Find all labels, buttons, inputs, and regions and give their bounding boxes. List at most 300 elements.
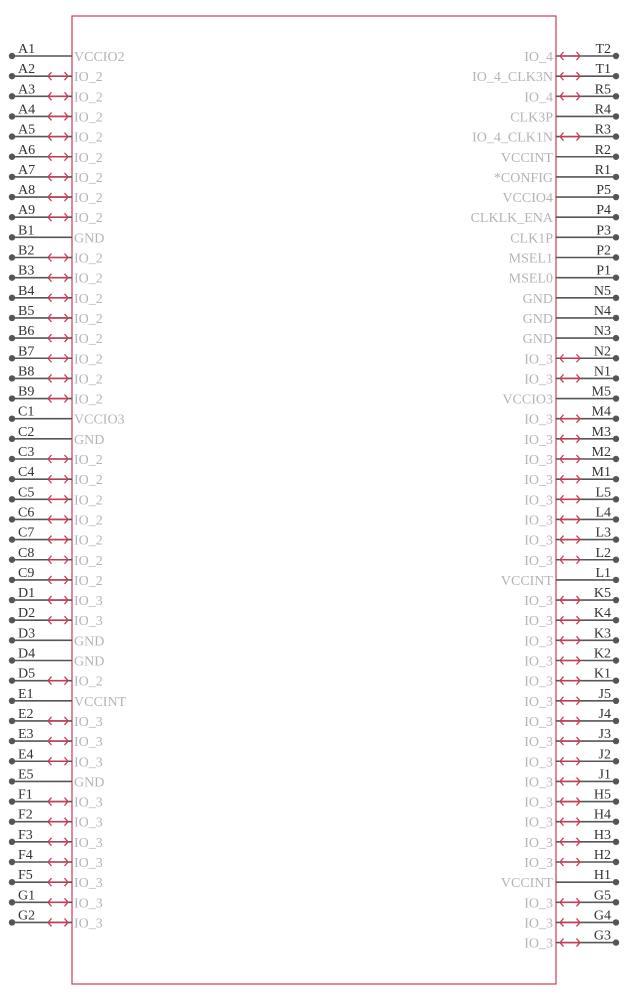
- pin-end-dot: [9, 839, 15, 845]
- pin-end-dot: [613, 657, 619, 663]
- pin-number: A8: [18, 183, 36, 199]
- pin-number: L5: [595, 485, 611, 501]
- pin-end-dot: [9, 395, 15, 401]
- bidirectional-arrow-icon: [48, 898, 68, 906]
- pin-end-dot: [613, 758, 619, 764]
- pin-name: IO_2: [74, 110, 103, 126]
- pin-number: E2: [18, 706, 34, 722]
- pin-end-dot: [613, 133, 619, 139]
- pin-number: J3: [598, 727, 611, 743]
- pin-number: B7: [18, 344, 35, 360]
- bidirectional-arrow-icon: [48, 818, 68, 826]
- pin-number: F2: [18, 807, 33, 823]
- pin-end-dot: [9, 113, 15, 119]
- pin-number: R1: [594, 162, 611, 178]
- pin-name: MSEL1: [508, 251, 553, 267]
- pin-name: IO_3: [524, 654, 553, 670]
- pin-end-dot: [9, 819, 15, 825]
- pin-name: IO_3: [524, 916, 553, 932]
- pin-number: N4: [593, 303, 611, 319]
- pin-end-dot: [9, 355, 15, 361]
- pin-end-dot: [613, 879, 619, 885]
- pin-end-dot: [613, 375, 619, 381]
- pin-end-dot: [613, 939, 619, 945]
- pin-end-dot: [9, 919, 15, 925]
- pin-number: R2: [594, 142, 611, 158]
- pin-name: VCCIO3: [502, 392, 553, 408]
- pin-name: IO_3: [74, 876, 103, 892]
- pin-end-dot: [613, 416, 619, 422]
- pin-number: N1: [593, 364, 611, 380]
- pin-number: G4: [593, 908, 611, 924]
- pin-end-dot: [9, 476, 15, 482]
- bidirectional-arrow-icon: [48, 596, 68, 604]
- pin-name: IO_2: [74, 553, 103, 569]
- pin-number: H5: [593, 787, 611, 803]
- bidirectional-arrow-icon: [48, 334, 68, 342]
- pin-number: M5: [591, 384, 611, 400]
- bidirectional-arrow-icon: [560, 495, 580, 503]
- pin-end-dot: [9, 738, 15, 744]
- pin-name: GND: [74, 654, 105, 670]
- pin-end-dot: [613, 577, 619, 583]
- bidirectional-arrow-icon: [48, 757, 68, 765]
- pin-number: C3: [18, 445, 35, 460]
- bidirectional-arrow-icon: [560, 657, 580, 665]
- pin-number: A1: [18, 42, 36, 57]
- pin-name: IO_2: [74, 453, 103, 468]
- pin-end-dot: [9, 274, 15, 280]
- pin-end-dot: [613, 919, 619, 925]
- pin-name: CLKLK_ENA: [470, 211, 553, 227]
- pin-name: IO_3: [524, 634, 553, 650]
- bidirectional-arrow-icon: [560, 858, 580, 866]
- pin-name: IO_3: [74, 856, 103, 871]
- bidirectional-arrow-icon: [560, 918, 580, 926]
- pin-name: GND: [74, 634, 105, 650]
- pin-end-dot: [613, 859, 619, 865]
- pin-name: IO_3: [524, 614, 553, 630]
- pin-number: A7: [18, 162, 36, 178]
- bidirectional-arrow-icon: [48, 374, 68, 382]
- pin-name: IO_3: [524, 473, 553, 489]
- bidirectional-arrow-icon: [48, 193, 68, 201]
- bidirectional-arrow-icon: [560, 455, 580, 463]
- pin-end-dot: [613, 677, 619, 683]
- pin-end-dot: [613, 778, 619, 784]
- pin-name: IO_4: [524, 50, 553, 65]
- bidirectional-arrow-icon: [48, 274, 68, 282]
- pin-name: IO_2: [74, 251, 103, 267]
- pin-name: IO_3: [524, 815, 553, 831]
- bidirectional-arrow-icon: [48, 112, 68, 120]
- pin-end-dot: [9, 335, 15, 341]
- bidirectional-arrow-icon: [48, 838, 68, 846]
- pin-number: H3: [593, 827, 611, 843]
- pin-end-dot: [9, 637, 15, 643]
- bidirectional-arrow-icon: [48, 294, 68, 302]
- pin-name: IO_3: [524, 553, 553, 569]
- pin-name: IO_3: [524, 835, 553, 851]
- bidirectional-arrow-icon: [560, 435, 580, 443]
- pin-name: IO_3: [524, 896, 553, 912]
- pin-name: IO_2: [74, 271, 103, 287]
- bidirectional-arrow-icon: [48, 798, 68, 806]
- bidirectional-arrow-icon: [48, 616, 68, 624]
- pin-number: K1: [593, 666, 611, 682]
- pin-end-dot: [613, 295, 619, 301]
- pin-name: IO_4_CLK1N: [472, 130, 553, 146]
- pin-number: P1: [596, 263, 611, 279]
- pin-end-dot: [9, 93, 15, 99]
- pin-end-dot: [9, 295, 15, 301]
- pin-number: E3: [18, 727, 34, 743]
- right-pin-group: [471, 42, 620, 952]
- bidirectional-arrow-icon: [560, 677, 580, 685]
- bidirectional-arrow-icon: [560, 737, 580, 745]
- pin-end-dot: [9, 416, 15, 422]
- pin-number: C8: [18, 545, 35, 561]
- pin-g3: [524, 929, 619, 952]
- pin-name: IO_3: [524, 432, 553, 448]
- pin-name: IO_3: [74, 916, 103, 932]
- pin-name: VCCINT: [500, 573, 553, 589]
- pin-number: J2: [598, 747, 611, 763]
- pin-number: C6: [18, 505, 35, 521]
- pin-end-dot: [613, 113, 619, 119]
- bidirectional-arrow-icon: [560, 374, 580, 382]
- pin-number: A9: [18, 203, 36, 219]
- pin-number: P2: [596, 243, 611, 259]
- pin-end-dot: [9, 657, 15, 663]
- pin-name: IO_2: [74, 493, 103, 509]
- pin-number: G1: [18, 888, 36, 904]
- pin-number: E5: [18, 767, 34, 783]
- pin-name: IO_3: [524, 453, 553, 468]
- pin-number: D2: [18, 606, 36, 622]
- pin-end-dot: [613, 214, 619, 220]
- bidirectional-arrow-icon: [48, 737, 68, 745]
- pin-name: GND: [74, 432, 105, 448]
- pin-number: N5: [593, 283, 611, 299]
- bidirectional-arrow-icon: [560, 757, 580, 765]
- bidirectional-arrow-icon: [560, 798, 580, 806]
- pin-number: D4: [18, 646, 36, 662]
- pin-name: MSEL0: [508, 271, 553, 287]
- pin-number: P5: [596, 183, 611, 199]
- pin-end-dot: [613, 617, 619, 623]
- pin-number: M3: [591, 424, 611, 440]
- pin-end-dot: [613, 174, 619, 180]
- bidirectional-arrow-icon: [48, 536, 68, 544]
- pin-end-dot: [9, 718, 15, 724]
- bidirectional-arrow-icon: [560, 596, 580, 604]
- pin-name: IO_2: [74, 473, 103, 489]
- bidirectional-arrow-icon: [560, 515, 580, 523]
- pin-end-dot: [9, 577, 15, 583]
- pin-name: IO_2: [74, 311, 103, 327]
- pin-number: B6: [18, 324, 35, 340]
- pin-end-dot: [613, 395, 619, 401]
- pin-name: IO_3: [524, 714, 553, 730]
- pin-end-dot: [9, 557, 15, 563]
- pin-end-dot: [9, 758, 15, 764]
- pin-end-dot: [9, 73, 15, 79]
- pin-number: M2: [591, 445, 611, 460]
- pin-name: IO_3: [524, 856, 553, 871]
- pin-end-dot: [613, 194, 619, 200]
- pin-name: IO_3: [524, 533, 553, 549]
- pin-end-dot: [9, 375, 15, 381]
- pin-number: R3: [594, 122, 611, 138]
- bidirectional-arrow-icon: [48, 133, 68, 141]
- pin-end-dot: [9, 899, 15, 905]
- pin-end-dot: [9, 677, 15, 683]
- bidirectional-arrow-icon: [560, 616, 580, 624]
- pin-end-dot: [9, 133, 15, 139]
- pin-name: IO_2: [74, 170, 103, 186]
- chip-body: [72, 16, 556, 984]
- pin-end-dot: [9, 456, 15, 462]
- pin-end-dot: [613, 476, 619, 482]
- pin-number: T1: [595, 62, 611, 78]
- pin-number: K4: [593, 606, 611, 622]
- pin-end-dot: [613, 496, 619, 502]
- pin-number: A2: [18, 62, 36, 78]
- pin-number: N2: [593, 344, 611, 360]
- pin-number: J1: [598, 767, 611, 783]
- pin-end-dot: [9, 254, 15, 260]
- pin-end-dot: [9, 214, 15, 220]
- pin-number: D3: [18, 626, 36, 642]
- pin-number: L3: [595, 525, 611, 541]
- pin-end-dot: [613, 93, 619, 99]
- pin-name: IO_2: [74, 211, 103, 227]
- bidirectional-arrow-icon: [48, 213, 68, 221]
- bidirectional-arrow-icon: [48, 677, 68, 685]
- bidirectional-arrow-icon: [48, 858, 68, 866]
- pin-end-dot: [613, 839, 619, 845]
- pin-number: P4: [596, 203, 611, 219]
- pin-name: IO_3: [74, 795, 103, 811]
- pin-name: GND: [522, 291, 553, 307]
- bidirectional-arrow-icon: [560, 818, 580, 826]
- pin-name: IO_3: [524, 513, 553, 529]
- pin-number: K3: [593, 626, 611, 642]
- pin-number: D5: [18, 666, 36, 682]
- pin-end-dot: [613, 456, 619, 462]
- pin-name: IO_4: [524, 90, 553, 106]
- pin-number: G2: [18, 908, 36, 924]
- pin-end-dot: [613, 819, 619, 825]
- pin-end-dot: [9, 174, 15, 180]
- pin-number: A3: [18, 82, 36, 98]
- pin-name: VCCIO4: [502, 191, 553, 207]
- pin-end-dot: [9, 516, 15, 522]
- pin-end-dot: [9, 53, 15, 59]
- pin-name: IO_3: [524, 735, 553, 751]
- pin-name: VCCIO3: [74, 412, 125, 428]
- pin-name: IO_2: [74, 372, 103, 388]
- pin-name: IO_3: [524, 412, 553, 428]
- pin-end-dot: [613, 557, 619, 563]
- bidirectional-arrow-icon: [48, 173, 68, 181]
- bidirectional-arrow-icon: [560, 777, 580, 785]
- pin-name: IO_3: [74, 594, 103, 610]
- bidirectional-arrow-icon: [48, 72, 68, 80]
- pin-end-dot: [613, 637, 619, 643]
- bidirectional-arrow-icon: [560, 354, 580, 362]
- pin-end-dot: [9, 154, 15, 160]
- pin-number: F1: [18, 787, 33, 803]
- pin-number: A4: [18, 102, 36, 118]
- pin-name: IO_2: [74, 392, 103, 408]
- pin-name: IO_2: [74, 674, 103, 690]
- bidirectional-arrow-icon: [48, 576, 68, 584]
- pin-name: IO_3: [74, 835, 103, 851]
- pin-number: B4: [18, 283, 35, 299]
- pin-number: C5: [18, 485, 35, 501]
- pin-name: IO_3: [524, 493, 553, 509]
- pin-end-dot: [9, 879, 15, 885]
- bidirectional-arrow-icon: [48, 254, 68, 262]
- pin-number: B1: [18, 223, 35, 239]
- pin-number: H2: [593, 848, 611, 863]
- bidirectional-arrow-icon: [560, 939, 580, 947]
- pin-name: IO_2: [74, 352, 103, 368]
- pin-name: IO_2: [74, 291, 103, 307]
- pin-end-dot: [9, 536, 15, 542]
- bidirectional-arrow-icon: [560, 72, 580, 80]
- pin-number: B9: [18, 384, 35, 400]
- pin-name: IO_2: [74, 130, 103, 146]
- pin-number: F4: [18, 848, 33, 863]
- pin-end-dot: [9, 617, 15, 623]
- pin-name: IO_3: [524, 795, 553, 811]
- pin-name: IO_2: [74, 513, 103, 529]
- pin-end-dot: [9, 859, 15, 865]
- pin-name: IO_2: [74, 70, 103, 86]
- pin-number: K2: [593, 646, 611, 662]
- pin-name: IO_2: [74, 573, 103, 589]
- pin-end-dot: [9, 315, 15, 321]
- bidirectional-arrow-icon: [560, 415, 580, 423]
- pin-number: B5: [18, 303, 35, 319]
- pin-name: IO_3: [524, 352, 553, 368]
- pin-number: M4: [591, 404, 611, 420]
- pin-end-dot: [9, 698, 15, 704]
- pin-end-dot: [613, 335, 619, 341]
- pin-end-dot: [9, 234, 15, 240]
- bidirectional-arrow-icon: [560, 838, 580, 846]
- pin-number: E1: [18, 686, 34, 702]
- pin-number: H4: [593, 807, 611, 823]
- bidirectional-arrow-icon: [48, 717, 68, 725]
- pin-end-dot: [9, 496, 15, 502]
- pin-end-dot: [613, 315, 619, 321]
- pin-number: J5: [598, 686, 611, 702]
- bidirectional-arrow-icon: [560, 898, 580, 906]
- pin-name: GND: [74, 231, 105, 247]
- bidirectional-arrow-icon: [560, 636, 580, 644]
- bidirectional-arrow-icon: [48, 556, 68, 564]
- pin-name: IO_3: [524, 775, 553, 791]
- pin-end-dot: [613, 718, 619, 724]
- pin-name: IO_2: [74, 191, 103, 207]
- bidirectional-arrow-icon: [560, 52, 580, 60]
- pin-name: *CONFIG: [493, 170, 553, 186]
- bidirectional-arrow-icon: [560, 697, 580, 705]
- pin-number: L4: [595, 505, 611, 521]
- left-pin-group: [9, 42, 127, 931]
- bidirectional-arrow-icon: [48, 314, 68, 322]
- pin-end-dot: [9, 778, 15, 784]
- pin-number: H1: [593, 868, 611, 884]
- pin-number: L2: [595, 545, 611, 561]
- pin-number: F3: [18, 827, 33, 843]
- bidirectional-arrow-icon: [48, 475, 68, 483]
- pin-number: C2: [18, 424, 35, 440]
- bidirectional-arrow-icon: [48, 395, 68, 403]
- pin-name: IO_3: [524, 674, 553, 690]
- pin-name: IO_4_CLK3N: [472, 70, 553, 86]
- bidirectional-arrow-icon: [48, 878, 68, 886]
- pin-number: B8: [18, 364, 35, 380]
- pin-end-dot: [9, 194, 15, 200]
- pin-name: VCCIO2: [74, 50, 125, 65]
- pin-name: IO_3: [524, 694, 553, 710]
- pin-number: J4: [598, 706, 611, 722]
- pin-number: C4: [18, 465, 35, 481]
- pin-name: IO_3: [74, 896, 103, 912]
- pin-end-dot: [9, 798, 15, 804]
- bidirectional-arrow-icon: [560, 536, 580, 544]
- pin-number: L1: [595, 565, 611, 581]
- pin-name: IO_3: [524, 936, 553, 952]
- pin-name: IO_3: [74, 714, 103, 730]
- pin-number: G5: [593, 888, 611, 904]
- pin-g2: [9, 908, 103, 931]
- bidirectional-arrow-icon: [48, 495, 68, 503]
- pin-number: F5: [18, 868, 33, 884]
- pin-number: P3: [596, 223, 611, 239]
- pin-name: GND: [522, 332, 553, 348]
- pin-end-dot: [613, 536, 619, 542]
- bidirectional-arrow-icon: [48, 92, 68, 100]
- pin-name: IO_2: [74, 150, 103, 166]
- pin-name: IO_3: [74, 614, 103, 630]
- pin-number: C1: [18, 404, 35, 420]
- pin-end-dot: [613, 436, 619, 442]
- pin-end-dot: [613, 516, 619, 522]
- pin-end-dot: [613, 73, 619, 79]
- pin-end-dot: [613, 355, 619, 361]
- pin-name: CLK1P: [510, 231, 553, 247]
- bidirectional-arrow-icon: [48, 515, 68, 523]
- pin-end-dot: [9, 597, 15, 603]
- pin-number: A6: [18, 142, 36, 158]
- pin-end-dot: [613, 234, 619, 240]
- bidirectional-arrow-icon: [560, 475, 580, 483]
- bidirectional-arrow-icon: [560, 133, 580, 141]
- pin-number: A5: [18, 122, 36, 138]
- pin-name: IO_3: [74, 735, 103, 751]
- pin-number: D1: [18, 586, 36, 602]
- bidirectional-arrow-icon: [560, 92, 580, 100]
- bidirectional-arrow-icon: [48, 455, 68, 463]
- pin-name: IO_2: [74, 533, 103, 549]
- pin-number: C7: [18, 525, 35, 541]
